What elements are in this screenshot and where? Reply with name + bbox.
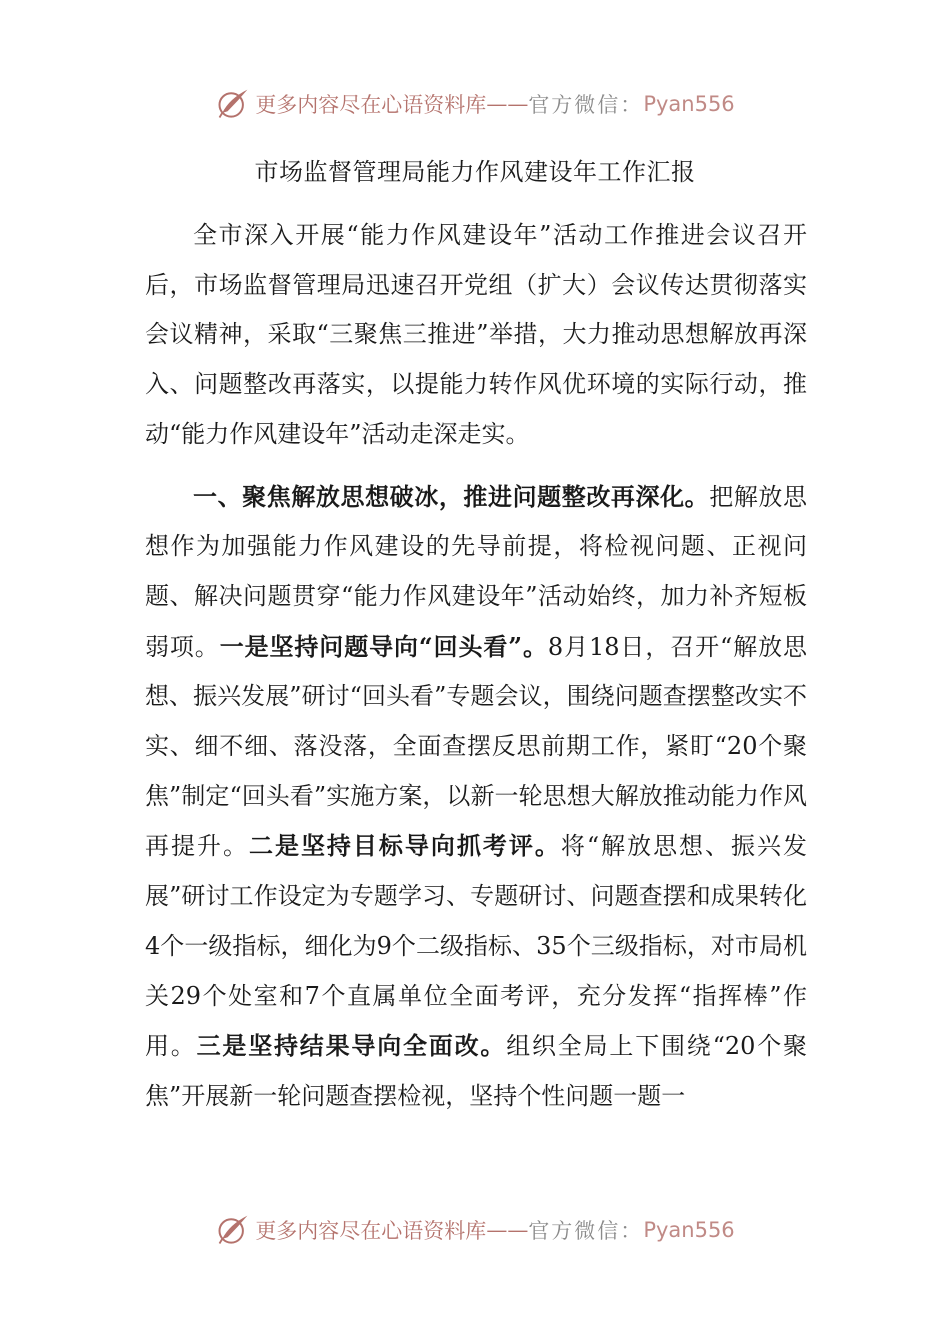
- quill-logo-icon: [215, 1212, 251, 1248]
- document-body: [145, 211, 807, 1122]
- watermark-banner-bottom: [0, 1208, 950, 1252]
- bold-point-two: 二是坚持目标导向抓考评。: [248, 831, 561, 861]
- text-segment: 组织全局上下围绕“20个聚焦”开展新一轮问题查摆检视，坚持个性问题一题一: [145, 1032, 808, 1110]
- bold-point-one: 一是坚持问题导向“回头看”。: [219, 631, 548, 661]
- text-segment: 把解放思想作为加强能力作风建设的先导前提，将检视问题、正视问题、解决问题贯穿“能力作风建设年”活动始终，加力补齐短板弱项。: [145, 482, 807, 661]
- watermark-main-text: 更多内容尽在心语资料库: [255, 1219, 487, 1243]
- watermark-dash-2: —: [507, 1218, 529, 1242]
- watermark-wechat-id: Pyan556: [643, 92, 735, 116]
- text-segment: 将“解放思想、振兴发展”研讨工作设定为专题学习、专题研讨、问题查摆和成果转化4个一级指标，细化为9个二级指标、35个三级指标，对市局机关29个处室和7个直属单位全面考评，充分发挥“指挥棒”作用。: [145, 832, 808, 1061]
- watermark-wechat-id: Pyan556: [643, 1218, 735, 1242]
- watermark-wechat-label: 官方微信：: [528, 1219, 644, 1243]
- paragraph-intro: [145, 211, 807, 460]
- document-title: 市场监督管理局能力作风建设年工作汇报: [254, 158, 696, 186]
- watermark-wechat-label: 官方微信：: [528, 93, 644, 117]
- quill-logo-icon: [215, 86, 251, 122]
- watermark-main-text: 更多内容尽在心语资料库: [255, 93, 487, 117]
- text-segment: 全市深入开展“能力作风建设年”活动工作推进会议召开后，市场监督管理局迅速召开党组（扩大）会议传达贯彻落实会议精神，采取“三聚焦三推进”举措，大力推动思想解放再深入、问题整改再落实，以提能力转作风优环境的实际行动，推动“能力作风建设年”活动走深走实。: [145, 221, 807, 448]
- text-segment: 8月18日，召开“解放思想、振兴发展”研讨“回头看”专题会议，围绕问题查摆整改实不实、细不细、落没落，全面查摆反思前期工作，紧盯“20个聚焦”制定“回头看”实施方案，以新一轮思想大解放推动能力作风再提升。: [145, 632, 808, 861]
- watermark-dash: —: [486, 1218, 508, 1242]
- watermark-banner-top: [0, 82, 950, 126]
- paragraph-section-one: [145, 472, 807, 1122]
- watermark-dash-2: —: [507, 92, 529, 116]
- bold-point-three: 三是坚持结果导向全面改。: [196, 1031, 507, 1061]
- watermark-dash: —: [486, 92, 508, 116]
- section-heading: 一、聚焦解放思想破冰，推进问题整改再深化。: [193, 481, 710, 511]
